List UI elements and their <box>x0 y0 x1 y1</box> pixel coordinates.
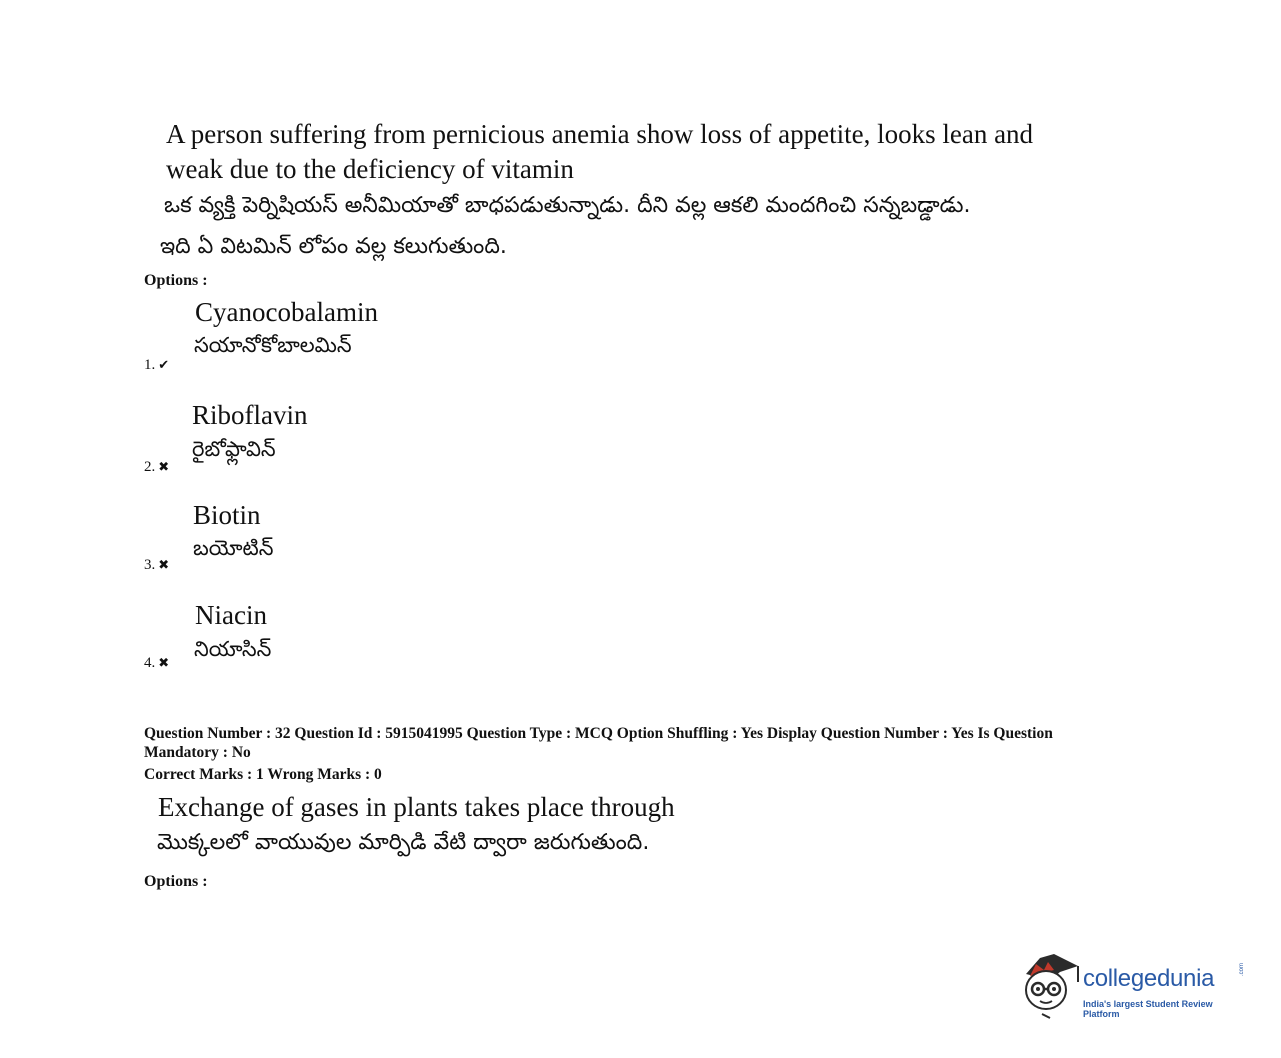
question-meta-line2: Mandatory : No <box>144 744 251 761</box>
option3-text-en: Biotin <box>193 500 261 530</box>
question2-text-en: Exchange of gases in plants takes place through <box>158 792 675 822</box>
question1-text-te-line2: ఇది ఏ విటమిన్ లోపం వల్ల కలుగుతుంది. <box>160 234 507 259</box>
option3-number-row <box>144 557 169 574</box>
option4-number-row <box>144 655 169 672</box>
option1-number-row <box>144 357 169 374</box>
question1-text-en-line2: weak due to the deficiency of vitamin <box>166 154 574 184</box>
logo-tagline: India's largest Student Review Platform <box>1083 999 1213 1019</box>
question-meta <box>144 724 1134 784</box>
question1-options-label: Options : <box>144 272 208 289</box>
mascot-icon <box>1020 952 1082 1020</box>
wrong-cross-icon: ✖ <box>158 655 170 670</box>
option1-number: 1. <box>144 357 156 373</box>
question-meta-line1: Question Number : 32 Question Id : 5915041995 Question Type : MCQ Option Shuffling : Yes Display Question Number : Yes Is Question <box>144 725 1053 742</box>
logo-name: collegedunia <box>1083 965 1215 992</box>
option3-number: 3. <box>144 557 156 573</box>
option4-text-te: నియాసిన్ <box>194 637 272 661</box>
option1-text-en: Cyanocobalamin <box>195 297 378 327</box>
question2-options-label: Options : <box>144 873 208 890</box>
wrong-cross-icon: ✖ <box>158 459 170 474</box>
logo-wordmark <box>1083 965 1214 993</box>
option4-text-en: Niacin <box>195 600 267 630</box>
option4-number: 4. <box>144 655 156 671</box>
correct-check-icon: ✔ <box>158 357 170 372</box>
option2-text-en: Riboflavin <box>192 400 308 430</box>
question2-text-te: మొక్కలలో వాయువుల మార్పిడి వేటి ద్వారా జరుగుతుంది. <box>157 830 650 855</box>
option2-text-te: రైబోఫ్లావిన్ <box>192 437 276 461</box>
question-meta-marks: Correct Marks : 1 Wrong Marks : 0 <box>144 766 382 783</box>
question1-text-en-line1: A person suffering from pernicious anemia show loss of appetite, looks lean and <box>166 119 1034 149</box>
option2-number-row <box>144 459 169 476</box>
logo-suffix: .com <box>1239 962 1245 976</box>
wrong-cross-icon: ✖ <box>158 557 170 572</box>
option3-text-te: బయోటిన్ <box>193 536 274 560</box>
question1-text-te-line1: ఒక వ్యక్తి పెర్నిషియస్ అనీమియాతో బాధపడుతున్నాడు. దీని వల్ల ఆకలి మందగించి సన్నబడ్డాడు. <box>164 193 971 218</box>
question1-text-en <box>166 117 1033 187</box>
option2-number: 2. <box>144 459 156 475</box>
option1-text-te: సయానోకోబాలమిన్ <box>194 333 352 357</box>
collegedunia-logo <box>1020 952 1250 1022</box>
